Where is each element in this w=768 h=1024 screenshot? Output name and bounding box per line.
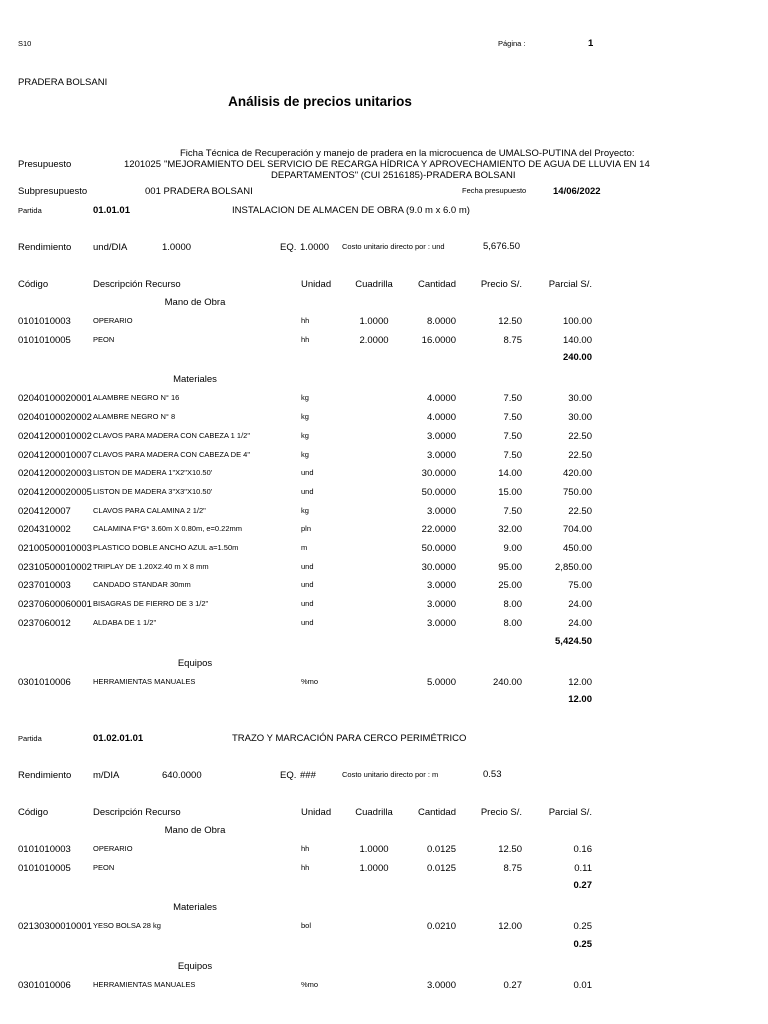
section-title: Materiales [173, 374, 217, 386]
resource-description: CLAVOS PARA MADERA CON CABEZA DE 4" [93, 449, 251, 459]
resource-description: ALAMBRE NEGRO N° 16 [93, 393, 180, 403]
resource-qty: 5.0000 [426, 676, 456, 688]
resource-unit: m [301, 543, 308, 552]
resource-code: 0237060012 [18, 617, 71, 629]
resource-code: 02370600060001 [18, 599, 92, 611]
section-subtotal: 0.27 [573, 880, 592, 892]
rendimiento-value: 640.0000 [162, 770, 202, 781]
resource-code: 0101010005 [18, 334, 71, 346]
col-qty-header: Cantidad [417, 279, 456, 290]
resource-code: 02310500010002 [18, 561, 92, 573]
resource-unit: kg [301, 393, 309, 403]
budget-date-label: Fecha presupuesto [462, 186, 527, 195]
resource-unit: und [301, 599, 314, 609]
resource-qty: 4.0000 [426, 412, 456, 424]
resource-qty: 3.0000 [426, 599, 456, 611]
budget-number: 1201025 [124, 159, 161, 170]
section-subtotal: 12.00 [568, 694, 592, 706]
resource-code: 02041200010007 [18, 449, 92, 461]
resource-description: LISTON DE MADERA 3"X3"X10.50' [93, 486, 213, 496]
resource-qty: 4.0000 [426, 393, 456, 405]
resource-description: ALAMBRE NEGRO N° 8 [93, 412, 176, 422]
resource-description: OPERARIO [93, 844, 133, 853]
resource-unit: und [301, 468, 314, 478]
resource-price: 12.00 [498, 921, 522, 933]
resource-partial: 704.00 [562, 524, 592, 536]
document-title: Análisis de precios unitarios [228, 94, 412, 109]
resource-partial: 22.50 [568, 505, 592, 517]
resource-partial: 75.00 [568, 580, 592, 592]
report-code: S10 [18, 39, 32, 48]
rendimiento-unit: m/DIA [93, 770, 120, 781]
resource-unit: und [301, 561, 314, 571]
resource-qty: 30.0000 [421, 561, 456, 573]
resource-partial: 24.00 [568, 599, 592, 611]
resource-price: 240.00 [492, 676, 522, 688]
resource-price: 95.00 [498, 561, 522, 573]
rendimiento-label: Rendimiento [18, 242, 72, 253]
resource-code: 0204120007 [18, 505, 71, 517]
resource-price: 8.75 [503, 334, 522, 346]
resource-partial: 0.25 [573, 921, 592, 933]
resource-qty: 0.0125 [426, 844, 456, 855]
section-title: Equipos [177, 657, 213, 669]
resource-code: 02041200020005 [18, 486, 92, 498]
resource-partial: 2,850.00 [555, 561, 592, 573]
col-qty-header: Cantidad [417, 807, 456, 818]
resource-code: 02040100020002 [18, 412, 92, 424]
partida-label: Partida [18, 734, 42, 743]
resource-code: 0301010006 [18, 980, 71, 992]
resource-code: 0301010006 [18, 676, 71, 688]
rendimiento-value: 1.0000 [162, 242, 192, 253]
resource-qty: 0.0210 [426, 921, 456, 933]
col-partial-header: Parcial S/. [548, 279, 592, 290]
resource-description: OPERARIO [93, 316, 133, 325]
resource-price: 7.50 [503, 430, 522, 442]
resource-price: 14.00 [498, 468, 522, 480]
eq-label: EQ. [280, 770, 297, 781]
resource-unit: pln [301, 524, 312, 534]
col-unit-header: Unidad [301, 807, 332, 818]
eq-value: 1.0000 [300, 242, 330, 253]
section-title: Mano de Obra [164, 297, 226, 308]
resource-description: YESO BOLSA 28 kg [93, 921, 161, 931]
resource-description: BISAGRAS DE FIERRO DE 3 1/2" [93, 599, 209, 609]
resource-code: 02041200020003 [18, 468, 92, 480]
resource-qty: 3.0000 [426, 430, 456, 442]
resource-description: CLAVOS PARA MADERA CON CABEZA 1 1/2" [93, 430, 251, 440]
resource-description: LISTON DE MADERA 1"X2"X10.50' [93, 468, 213, 478]
partida-code: 01.01.01 [93, 205, 130, 216]
resource-partial: 30.00 [568, 412, 592, 424]
resource-code: 02130300010001 [18, 921, 92, 933]
cost-label: Costo unitario directo por : und [342, 242, 445, 251]
subbudget-value: 001 PRADERA BOLSANI [145, 186, 253, 197]
resource-partial: 450.00 [562, 543, 592, 554]
eq-label: EQ. [280, 242, 297, 253]
col-unit-header: Unidad [301, 279, 332, 290]
resource-code: 0204310002 [18, 524, 71, 536]
resource-partial: 22.50 [568, 430, 592, 442]
resource-partial: 100.00 [562, 316, 592, 327]
resource-code: 02041200010002 [18, 430, 92, 442]
resource-price: 0.27 [503, 980, 522, 992]
resource-price: 7.50 [503, 412, 522, 424]
resource-crew: 1.0000 [359, 862, 389, 874]
resource-partial: 0.11 [574, 862, 592, 874]
col-desc-header: Descripción Recurso [93, 279, 181, 290]
resource-qty: 0.0125 [426, 862, 456, 874]
resource-code: 02100500010003 [18, 543, 92, 554]
resource-code: 0101010003 [18, 316, 71, 327]
section-subtotal: 5,424.50 [555, 635, 592, 647]
resource-qty: 16.0000 [421, 334, 456, 346]
rendimiento-label: Rendimiento [18, 770, 72, 781]
resource-price: 12.50 [498, 316, 522, 327]
resource-price: 32.00 [498, 524, 522, 536]
resource-code: 0101010005 [18, 862, 71, 874]
company-name: PRADERA BOLSANI [18, 77, 108, 88]
resource-unit: und [301, 486, 314, 496]
col-price-header: Precio S/. [480, 807, 522, 818]
col-code-header: Código [18, 807, 49, 818]
resource-description: CALAMINA F*G* 3.60m X 0.80m, e=0.22mm [93, 524, 243, 534]
cost-value: 0.53 [483, 769, 502, 780]
resource-partial: 12.00 [568, 676, 592, 688]
resource-price: 8.75 [503, 862, 522, 874]
partida-name: TRAZO Y MARCACIÓN PARA CERCO PERIMÉTRICO [232, 733, 467, 744]
resource-description: ALDABA DE 1 1/2" [93, 617, 157, 627]
resource-unit: hh [301, 862, 310, 872]
resource-unit: bol [301, 921, 312, 931]
resource-price: 9.00 [503, 543, 522, 554]
resource-qty: 3.0000 [426, 617, 456, 629]
resource-description: PLASTICO DOBLE ANCHO AZUL a=1.50m [93, 543, 239, 552]
resource-qty: 3.0000 [426, 449, 456, 461]
resource-crew: 1.0000 [359, 844, 389, 855]
resource-price: 8.00 [503, 617, 522, 629]
resource-partial: 24.00 [568, 617, 592, 629]
cost-label: Costo unitario directo por : m [342, 770, 439, 779]
resource-qty: 3.0000 [426, 505, 456, 517]
resource-unit: kg [301, 430, 309, 440]
col-code-header: Código [18, 279, 49, 290]
resource-partial: 30.00 [568, 393, 592, 405]
resource-partial: 420.00 [562, 468, 592, 480]
resource-price: 8.00 [503, 599, 522, 611]
resource-price: 12.50 [498, 844, 522, 855]
col-desc-header: Descripción Recurso [93, 807, 181, 818]
page-number: 1 [588, 38, 594, 49]
col-partial-header: Parcial S/. [548, 807, 592, 818]
resource-price: 7.50 [503, 393, 522, 405]
col-crew-header: Cuadrilla [355, 807, 393, 818]
section-subtotal: 240.00 [562, 352, 592, 364]
resource-qty: 22.0000 [421, 524, 456, 536]
resource-unit: %mo [301, 980, 319, 990]
resource-unit: hh [301, 334, 310, 344]
resource-unit: kg [301, 412, 309, 422]
resource-qty: 50.0000 [421, 543, 456, 554]
page-label: Página : [498, 39, 526, 48]
section-subtotal: 0.25 [573, 939, 592, 951]
resource-partial: 140.00 [562, 334, 592, 346]
rendimiento-unit: und/DIA [93, 242, 128, 253]
budget-line3: DEPARTAMENTOS" (CUI 2516185)-PRADERA BOLSANI [271, 170, 516, 181]
resource-description: HERRAMIENTAS MANUALES [93, 676, 196, 686]
resource-crew: 2.0000 [359, 334, 389, 346]
resource-qty: 8.0000 [426, 316, 456, 327]
resource-unit: und [301, 580, 314, 590]
resource-crew: 1.0000 [359, 316, 389, 327]
resource-code: 0237010003 [18, 580, 71, 592]
resource-unit: und [301, 617, 314, 627]
resource-code: 02040100020001 [18, 393, 92, 405]
resource-partial: 0.01 [573, 980, 592, 992]
budget-line1: Ficha Técnica de Recuperación y manejo de pradera en la microcuenca de UMALSO-PUTINA del Proyecto: [180, 148, 635, 159]
partida-code: 01.02.01.01 [93, 733, 144, 744]
partida-name: INSTALACION DE ALMACEN DE OBRA (9.0 m x 6.0 m) [232, 205, 470, 216]
budget-line2: "MEJORAMIENTO DEL SERVICIO DE RECARGA HÍDRICA Y APROVECHAMIENTO DE AGUA DE LLUVIA EN 14 [164, 159, 650, 170]
resource-description: TRIPLAY DE 1.20X2.40 m X 8 mm [93, 561, 209, 571]
resource-qty: 3.0000 [426, 580, 456, 592]
resource-unit: hh [301, 316, 310, 325]
resource-qty: 30.0000 [421, 468, 456, 480]
resource-description: CANDADO STANDAR 30mm [93, 580, 191, 590]
resource-price: 25.00 [498, 580, 522, 592]
resource-partial: 0.16 [573, 844, 592, 855]
resource-partial: 750.00 [562, 486, 592, 498]
budget-date-value: 14/06/2022 [553, 186, 601, 197]
resource-partial: 22.50 [568, 449, 592, 461]
resource-qty: 50.0000 [421, 486, 456, 498]
partida-label: Partida [18, 206, 42, 215]
resource-code: 0101010003 [18, 844, 71, 855]
resource-unit: %mo [301, 676, 319, 686]
section-title: Materiales [173, 902, 217, 914]
resource-unit: kg [301, 449, 309, 459]
resource-price: 7.50 [503, 449, 522, 461]
resource-price: 15.00 [498, 486, 522, 498]
col-crew-header: Cuadrilla [355, 279, 393, 290]
section-title: Equipos [177, 961, 213, 973]
resource-description: HERRAMIENTAS MANUALES [93, 980, 196, 990]
resource-price: 7.50 [503, 505, 522, 517]
resource-unit: kg [301, 505, 309, 515]
resource-description: CLAVOS PARA CALAMINA 2 1/2" [93, 505, 206, 515]
section-title: Mano de Obra [164, 825, 226, 836]
subbudget-label: Subpresupuesto [18, 186, 88, 197]
resource-unit: hh [301, 844, 310, 853]
budget-label: Presupuesto [18, 159, 72, 170]
resource-description: PEON [93, 862, 115, 872]
col-price-header: Precio S/. [480, 279, 522, 290]
eq-value: ### [300, 770, 316, 781]
cost-value: 5,676.50 [483, 241, 520, 252]
resource-description: PEON [93, 334, 115, 344]
resource-qty: 3.0000 [426, 980, 456, 992]
